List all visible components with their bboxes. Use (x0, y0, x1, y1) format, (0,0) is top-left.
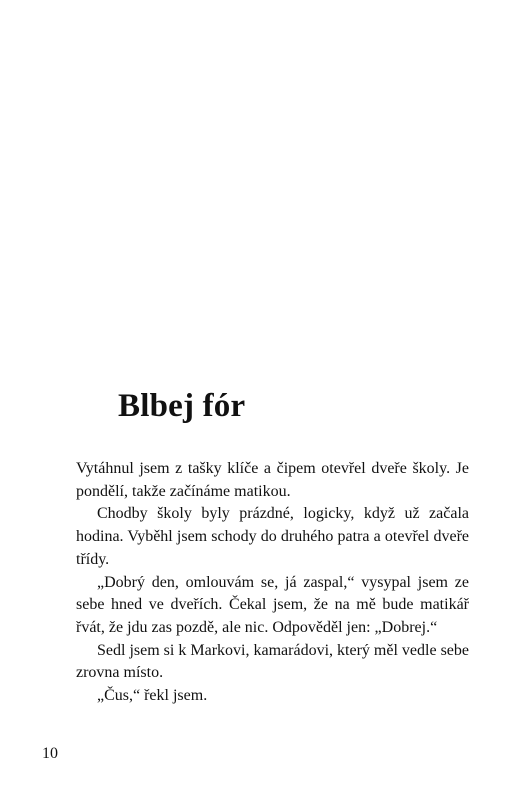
paragraph: „Dobrý den, omlouvám se, já zaspal,“ vysypal jsem ze sebe hned ve dveřích. Čekal jsem, že na mě bude matikář řvát, že jdu zas pozdě, ale nic. Odpověděl jen: „Dobrej.“ (76, 573, 469, 636)
page-number: 10 (42, 745, 58, 762)
chapter-title: Blbej fór (118, 388, 246, 424)
paragraph: „Čus,“ řekl jsem. (97, 687, 208, 705)
paragraph: Chodby školy byly prázdné, logicky, když už začala hodina. Vyběhl jsem schody do druhého patra a otevřel dveře třídy. (76, 505, 469, 568)
chapter-body (76, 458, 469, 708)
paragraph: Vytáhnul jsem z tašky klíče a čipem otevřel dveře školy. Je pondělí, takže začínáme matikou. (76, 460, 469, 500)
paragraph: Sedl jsem si k Markovi, kamarádovi, který měl vedle sebe zrovna místo. (76, 641, 469, 682)
